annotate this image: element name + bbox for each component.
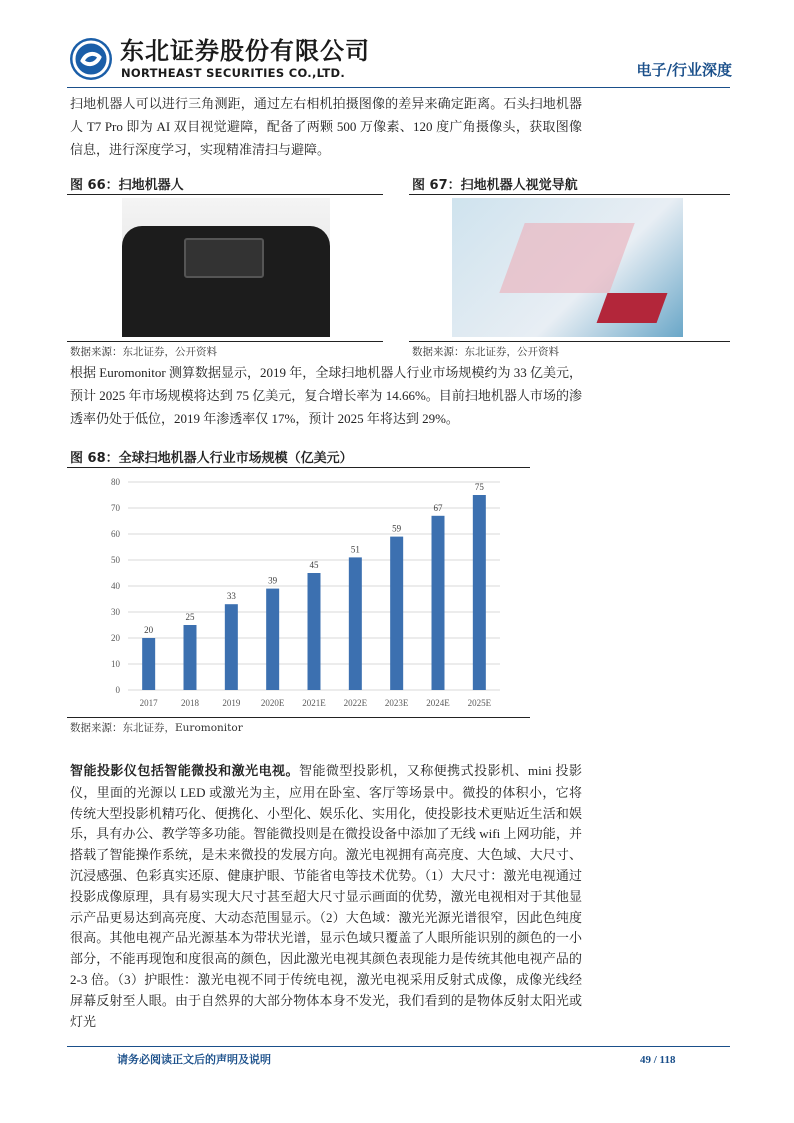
paragraph-1: 扫地机器人可以进行三角测距，通过左右相机拍摄图像的差异来确定距离。石头扫地机器人 T7 Pro 即为 AI 双目视觉避障，配备了两颗 500 万像素、120 度广角摄像头，获取图像信息，进行深度学习，实现精准清扫与避障。 xyxy=(70,96,582,157)
figure-66-source: 数据来源：东北证券，公开资料 xyxy=(70,346,217,358)
y-tick-label: 70 xyxy=(111,503,120,513)
x-tick-label: 2024E xyxy=(426,698,450,708)
paragraph-3-lead: 智能投影仪包括智能微投和激光电视。 xyxy=(70,764,299,779)
x-tick-label: 2025E xyxy=(467,698,492,708)
y-tick-label: 80 xyxy=(111,477,120,487)
y-tick-label: 40 xyxy=(111,581,120,591)
x-tick-label: 2023E xyxy=(384,698,409,708)
x-tick-label: 2022E xyxy=(343,698,368,708)
bar-2022E xyxy=(349,557,362,690)
data-label: 33 xyxy=(226,591,236,602)
company-name-cn: 东北证券股份有限公司 xyxy=(120,37,370,65)
y-tick-label: 30 xyxy=(111,607,120,617)
bar-2025E xyxy=(473,495,486,690)
y-tick-label: 0 xyxy=(115,685,120,695)
x-tick-label: 2018 xyxy=(181,698,199,708)
footer-divider xyxy=(67,1046,730,1047)
footer xyxy=(67,1051,730,1069)
bar-2017 xyxy=(142,638,155,690)
paragraph-3 xyxy=(70,761,582,1032)
figure-68 xyxy=(67,450,530,735)
y-tick-label: 10 xyxy=(111,659,120,669)
figure-67-title: 图 67：扫地机器人视觉导航 xyxy=(412,178,578,193)
footer-notice: 请务必阅读正文后的声明及说明 xyxy=(117,1053,271,1067)
figure-67-bottom-rule xyxy=(409,341,730,342)
bar-2021E xyxy=(308,573,321,690)
figure-66 xyxy=(67,177,383,359)
vision-navigation-image xyxy=(452,198,683,337)
data-label: 75 xyxy=(474,482,484,492)
bar-2019 xyxy=(225,604,238,690)
figure-67-source: 数据来源：东北证券，公开资料 xyxy=(412,346,559,358)
bar-2018 xyxy=(184,625,197,690)
y-tick-label: 20 xyxy=(111,633,120,643)
company-name-en: NORTHEAST SECURITIES CO.,LTD. xyxy=(121,66,345,80)
figure-68-title: 图 68：全球扫地机器人行业市场规模（亿美元） xyxy=(70,451,353,466)
figure-67 xyxy=(409,177,730,359)
data-label: 20 xyxy=(144,625,154,635)
header-divider xyxy=(67,87,730,88)
figure-68-bottom-rule xyxy=(67,717,530,718)
data-label: 51 xyxy=(350,544,360,555)
page-number: 49 / 118 xyxy=(640,1054,676,1067)
company-logo-icon xyxy=(70,38,112,80)
robot-vacuum-image xyxy=(122,198,330,337)
x-tick-label: 2020E xyxy=(260,698,285,708)
x-tick-label: 2021E xyxy=(302,698,326,708)
paragraph-2: 根据 Euromonitor 测算数据显示，2019 年，全球扫地机器人行业市场规模约为 33 亿美元，预计 2025 年市场规模将达到 75 亿美元，复合增长率为 14.66%。目前扫地机器人市场的渗透率仍处于低位，2019 年渗透率仅 17%，预计 2025 年将达到 29%。 xyxy=(70,365,582,426)
y-tick-label: 50 xyxy=(111,555,120,565)
bar-2020E xyxy=(266,589,279,690)
x-tick-label: 2017 xyxy=(139,698,158,708)
report-category: 电子/行业深度 xyxy=(636,61,732,79)
y-tick-label: 60 xyxy=(111,529,120,539)
data-label: 59 xyxy=(392,523,402,534)
x-tick-label: 2019 xyxy=(222,698,241,708)
bar-2024E xyxy=(432,516,445,690)
figure-68-source: 数据来源：东北证券，Euromonitor xyxy=(70,722,243,734)
data-label: 45 xyxy=(309,560,319,570)
data-label: 67 xyxy=(433,502,443,513)
paragraph-3-body: 智能微型投影机，又称便携式投影机、mini 投影仪，里面的光源以 LED 或激光为主，应用在卧室、客厅等场景中。微投的体积小，它将传统大型投影机精巧化、便携化、小型化、娱乐化、实用化，使投影技术更贴近生活和娱乐，具有办公、教学等多功能。智能微投则是在微投设备中添加了无线 wifi 上网功能，并搭载了智能操作系统，是未来微投的发展方向。激光电视拥有高亮度、大色域、大尺寸、沉浸感强、色彩真实还原、健康护眼、节能省电等技术优势。（1）大尺寸：激光电视通过投影成像原理，具有易实现大尺寸甚至超大尺寸显示画面的优势，激光电视相对于其他显示产品更易达到高亮度、大动态范围显示。（2）大色域：激光光源光谱很窄，因此色纯度很高。其他电视产品光源基本为带状光谱，显示色域只覆盖了人眼所能识别的颜色的一小部分，不能再现饱和度很高的颜色，因此激光电视其颜色表现能力是传统其他电视产品的 2-3 倍。（3）护眼性：激光电视不同于传统电视，激光电视采用反射式成像，成像光线经屏幕反射至人眼。由于自然界的大部分物体本身不发光，我们看到的是物体反射太阳光或灯光 xyxy=(70,763,582,1029)
data-label: 39 xyxy=(268,575,278,586)
figure-row xyxy=(67,177,730,359)
figure-66-bottom-rule xyxy=(67,341,383,342)
market-size-bar-chart xyxy=(67,468,530,717)
figure-66-title: 图 66：扫地机器人 xyxy=(70,178,184,193)
page-content xyxy=(67,92,730,1069)
data-label: 25 xyxy=(185,612,195,622)
bar-2023E xyxy=(390,537,403,690)
